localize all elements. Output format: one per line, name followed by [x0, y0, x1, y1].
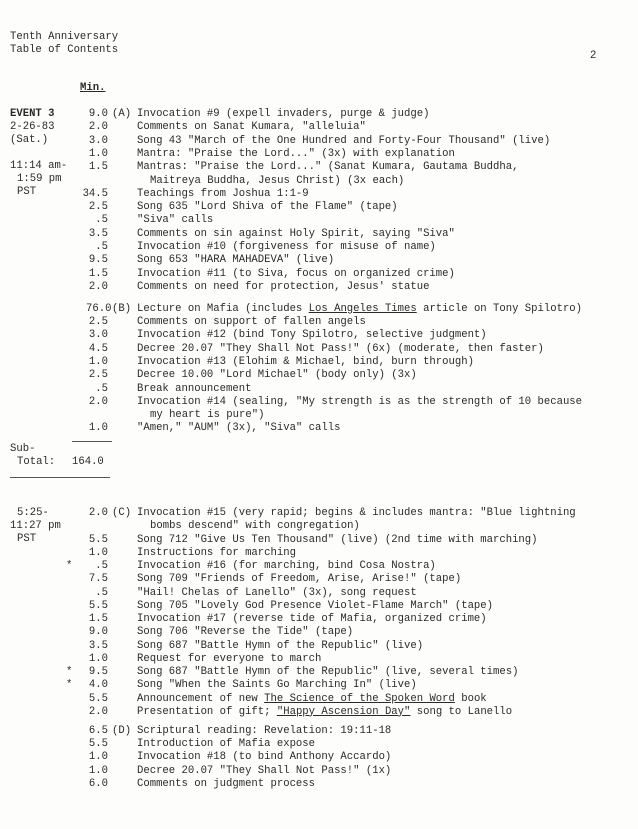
entry-text: Song 709 "Friends of Freedom, Arise, Arise!" (tape) — [137, 573, 462, 586]
minutes-value: 6.0 — [88, 777, 108, 790]
event-day: (Sat.) — [10, 134, 49, 146]
subtotal-underline — [10, 477, 110, 478]
entry-text: Invocation #11 (to Siva, focus on organized crime) — [137, 267, 455, 280]
time-range-2-end: 11:27 pm — [10, 520, 61, 532]
entry-text: Song 43 "March of the One Hundred and Forty-Four Thousand" (live) — [137, 134, 551, 147]
entry-text: Mantra: "Praise the Lord..." (3x) with explanation — [137, 147, 455, 160]
minutes-value: .5 — [95, 214, 108, 227]
entry-text: Invocation #18 (to bind Anthony Accardo) — [137, 751, 392, 764]
minutes-value: 34.5 — [82, 187, 108, 200]
entry-text: Song 635 "Lord Shiva of the Flame" (tape) — [137, 201, 398, 214]
minutes-value: 2.5 — [88, 201, 108, 214]
minutes-value: 5.5 — [88, 533, 108, 546]
minutes-value: 5.5 — [88, 738, 108, 751]
entry-text: Comments on judgment process — [137, 777, 316, 790]
minutes-value: 3.0 — [88, 134, 108, 147]
minutes-value: 2.0 — [88, 121, 108, 134]
timezone-2: PST — [17, 533, 37, 545]
entry-text: Instructions for marching — [137, 546, 296, 559]
entry-text: Comments on sin against Holy Spirit, saying "Siva" — [137, 227, 455, 240]
entry-text: Comments on need for protection, Jesus' statue — [137, 280, 430, 293]
minutes-value: 9.0 — [88, 626, 108, 639]
time-range-2-start: 5:25- — [17, 507, 49, 519]
event-date: 2-26-83 — [10, 121, 55, 133]
entry-text-part: Announcement of new — [137, 692, 265, 705]
entry-text: Song 705 "Lovely God Presence Violet-Flame March" (tape) — [137, 599, 494, 612]
section-b-marker: (B) — [112, 303, 132, 315]
minutes-value: .5 — [95, 382, 108, 395]
header-line-1: Tenth Anniversary — [10, 31, 119, 43]
page-number: 2 — [590, 50, 597, 62]
entry-text-part: song to Lanello — [410, 705, 513, 718]
minutes-value: 9.0 — [88, 108, 108, 120]
entry-text: Invocation #15 (very rapid; begins & includes mantra: "Blue lightning — [137, 507, 576, 519]
minutes-value: 1.0 — [88, 751, 108, 764]
minutes-value: 4.5 — [88, 342, 108, 355]
minutes-value: 9.5 — [88, 254, 108, 267]
subtotal-label-2: Total: — [17, 456, 56, 468]
entry-text: Scriptural reading: Revelation: 19:11-18 — [137, 725, 392, 737]
entry-continuation: Maitreya Buddha, Jesus Christ) (3x each) — [150, 174, 405, 187]
entry-text: Introduction of Mafia expose — [137, 738, 316, 751]
minutes-value: 3.5 — [88, 639, 108, 652]
section-marker: (A) — [112, 108, 132, 120]
minutes-value: 2.0 — [88, 507, 108, 519]
minutes-value: .5 — [95, 241, 108, 253]
minutes-value: 7.5 — [88, 573, 108, 586]
entry-text: Comments on support of fallen angels — [137, 316, 366, 328]
minutes-value: 1.0 — [88, 422, 108, 435]
minutes-value: 1.5 — [88, 161, 108, 174]
entry-text: Invocation #12 (bind Tony Spilotro, selective judgment) — [137, 329, 487, 342]
entry-text — [137, 706, 512, 719]
entry-text: "Siva" calls — [137, 214, 214, 227]
entry-text: Song 687 "Battle Hymn of the Republic" (live) — [137, 639, 424, 652]
entry-text: Decree 20.07 "They Shall Not Pass!" (6x) (moderate, then faster) — [137, 342, 544, 355]
entry-text-part: book — [454, 692, 487, 705]
minutes-value: 3.5 — [88, 227, 108, 240]
entry-text: Invocation #16 (for marching, bind Cosa Nostra) — [137, 560, 436, 572]
section-b-lead-min: 76.0 — [86, 303, 112, 315]
entry-text: Song 706 "Reverse the Tide" (tape) — [137, 626, 354, 639]
minutes-value: 2.0 — [88, 705, 108, 718]
minutes-value: 1.5 — [88, 267, 108, 280]
entry-text: Invocation #13 (Elohim & Michael, bind, burn through) — [137, 355, 474, 368]
entry-text — [137, 693, 487, 706]
entry-text: "Amen," "AUM" (3x), "Siva" calls — [137, 422, 341, 435]
minutes-value: .5 — [95, 586, 108, 599]
entry-text: Song 653 "HARA MAHADEVA" (live) — [137, 254, 335, 267]
subtotal-rule — [72, 441, 112, 442]
entry-text: Invocation #17 (reverse tide of Mafia, organized crime) — [137, 613, 487, 625]
minutes-value: 1.0 — [88, 546, 108, 559]
entry-text: Break announcement — [137, 382, 252, 395]
minutes-value: 5.5 — [88, 599, 108, 612]
entry-text-part: Presentation of gift; — [137, 705, 277, 718]
subtotal-label-1: Sub- — [10, 443, 36, 455]
entry-text: "Hail! Chelas of Lanello" (3x), song request — [137, 586, 417, 599]
minutes-value: 2.0 — [88, 395, 108, 408]
minutes-value: 3.0 — [88, 329, 108, 342]
asterisk-mark: * — [66, 679, 73, 692]
section-marker: (D) — [112, 725, 132, 737]
entry-text: Song "When the Saints Go Marching In" (live) — [137, 679, 417, 692]
entry-text: Invocation #10 (forgiveness for misuse of name) — [137, 241, 436, 253]
entry-text: Invocation #14 (sealing, "My strength is as the strength of 10 because — [137, 395, 583, 408]
minutes-value: 2.5 — [88, 316, 108, 328]
asterisk-mark: * — [66, 666, 73, 678]
minutes-value: 9.5 — [88, 666, 108, 678]
entry-text: Teachings from Joshua 1:1-9 — [137, 187, 309, 200]
entry-continuation: my heart is pure") — [150, 409, 265, 422]
minutes-value: 2.5 — [88, 369, 108, 382]
minutes-value: 6.5 — [88, 725, 108, 737]
subtotal-value: 164.0 — [72, 456, 104, 468]
section-marker: (C) — [112, 507, 132, 519]
asterisk-mark: * — [66, 560, 73, 572]
event-label: EVENT 3 — [10, 108, 55, 120]
entry-text: Decree 20.07 "They Shall Not Pass!" (1x) — [137, 764, 392, 777]
entry-text: Decree 10.00 "Lord Michael" (body only) (3x) — [137, 369, 417, 382]
header-line-2: Table of Contents — [10, 44, 119, 56]
entry-continuation: bombs descend" with congregation) — [150, 520, 360, 533]
minutes-value: 1.0 — [88, 764, 108, 777]
minutes-value: 1.0 — [88, 147, 108, 160]
min-heading: Min. — [80, 82, 106, 94]
timezone-1: PST — [17, 186, 37, 198]
entry-text: Song 687 "Battle Hymn of the Republic" (live, several times) — [137, 666, 519, 678]
minutes-value: 4.0 — [88, 679, 108, 692]
minutes-value: 1.0 — [88, 652, 108, 665]
entry-text: Mantras: "Praise the Lord..." (Sanat Kumara, Gautama Buddha, — [137, 161, 519, 174]
time-range-1-start: 11:14 am- — [10, 160, 68, 172]
underlined-title: "Happy Ascension Day" — [276, 705, 411, 718]
minutes-value: 1.5 — [88, 613, 108, 625]
time-range-1-end: 1:59 pm — [17, 173, 62, 185]
entry-text: Comments on Sanat Kumara, "alleluia" — [137, 121, 366, 134]
minutes-value: 1.0 — [88, 355, 108, 368]
minutes-value: 2.0 — [88, 280, 108, 293]
section-b-lead-text: Lecture on Mafia (includes Los Angeles Times article on Tony Spilotro) — [137, 303, 583, 315]
entry-text: Request for everyone to march — [137, 652, 322, 665]
minutes-value: 5.5 — [88, 692, 108, 705]
underlined-title: The Science of the Spoken Word — [264, 692, 455, 705]
entry-text: Invocation #9 (expell invaders, purge & judge) — [137, 108, 430, 120]
minutes-value: .5 — [95, 560, 108, 572]
entry-text: Song 712 "Give Us Ten Thousand" (live) (2nd time with marching) — [137, 533, 538, 546]
